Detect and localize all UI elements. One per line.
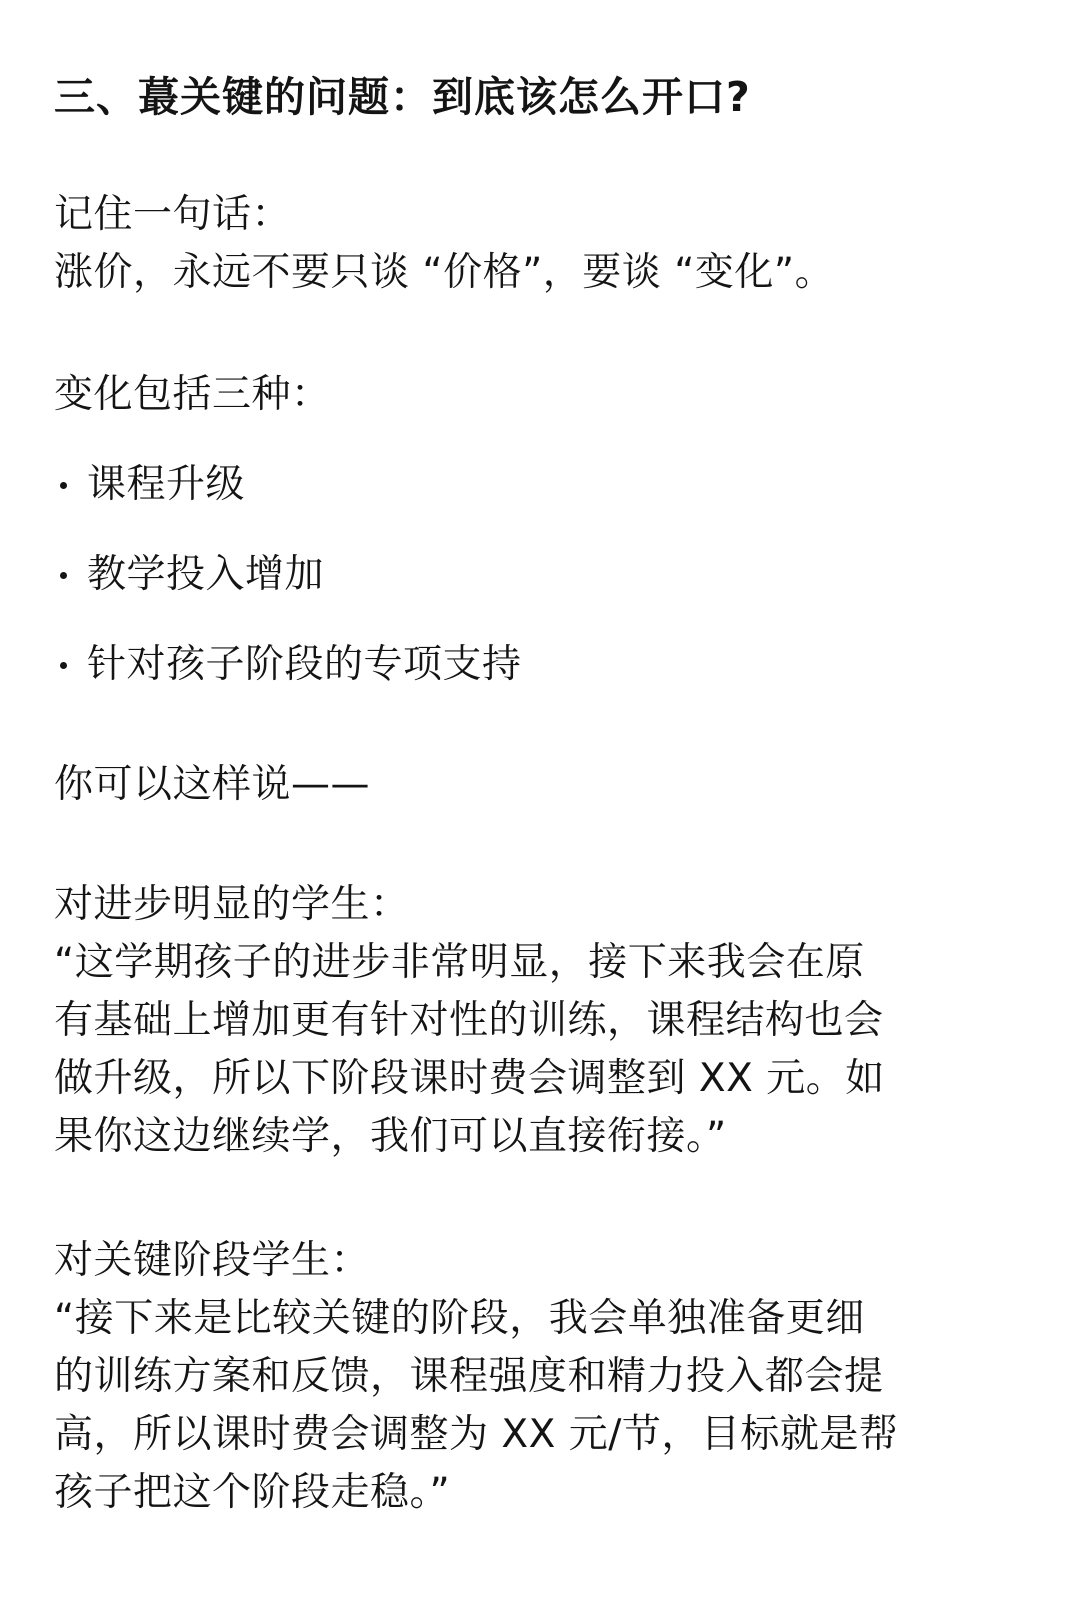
you-can-say-block bbox=[54, 756, 370, 814]
progress-quote-line-2: 有基础上增加更有针对性的训练，课程结构也会 bbox=[54, 998, 884, 1043]
key-stage-quote-line-1: “接下来是比较关键的阶段，我会单独准备更细 bbox=[54, 1296, 865, 1341]
key-stage-quote-line-2: 的训练方案和反馈，课程强度和精力投入都会提 bbox=[54, 1354, 884, 1399]
bullet-text: 针对孩子阶段的专项支持 bbox=[87, 642, 522, 687]
changes-intro-block bbox=[54, 366, 331, 424]
section-heading: 三、蕞关键的问题：到底该怎么开口? bbox=[54, 73, 751, 121]
bullet-list-item bbox=[54, 636, 522, 694]
you-can-say: 你可以这样说—— bbox=[54, 762, 371, 807]
bullet-list-item bbox=[54, 456, 245, 514]
key-stage-students-block bbox=[54, 1232, 898, 1522]
progress-quote-line-3: 做升级，所以下阶段课时费会调整到 XX 元。如 bbox=[54, 1056, 885, 1101]
bullet-text: 课程升级 bbox=[87, 462, 246, 507]
key-stage-quote-line-3: 高，所以课时费会调整为 XX 元/节，目标就是帮 bbox=[54, 1412, 899, 1457]
remember-line-2: 涨价，永远不要只谈 “价格”，要谈 “变化”。 bbox=[54, 250, 835, 295]
remember-block bbox=[54, 186, 834, 302]
remember-line-1: 记住一句话： bbox=[54, 192, 292, 237]
bullet-dot-icon bbox=[60, 482, 67, 489]
bullet-text: 教学投入增加 bbox=[87, 552, 325, 597]
bullet-dot-icon bbox=[60, 572, 67, 579]
bullet-dot-icon bbox=[60, 662, 67, 669]
progress-quote-line-4: 果你这边继续学，我们可以直接衔接。” bbox=[54, 1114, 727, 1159]
key-stage-quote-line-4: 孩子把这个阶段走稳。” bbox=[54, 1470, 451, 1515]
changes-intro: 变化包括三种： bbox=[54, 372, 331, 417]
bullet-list-item bbox=[54, 546, 324, 604]
progress-students-block bbox=[54, 876, 885, 1166]
key-stage-students-label: 对关键阶段学生： bbox=[54, 1238, 371, 1283]
progress-students-label: 对进步明显的学生： bbox=[54, 882, 410, 927]
progress-quote-line-1: “这学期孩子的进步非常明显，接下来我会在原 bbox=[54, 940, 865, 985]
